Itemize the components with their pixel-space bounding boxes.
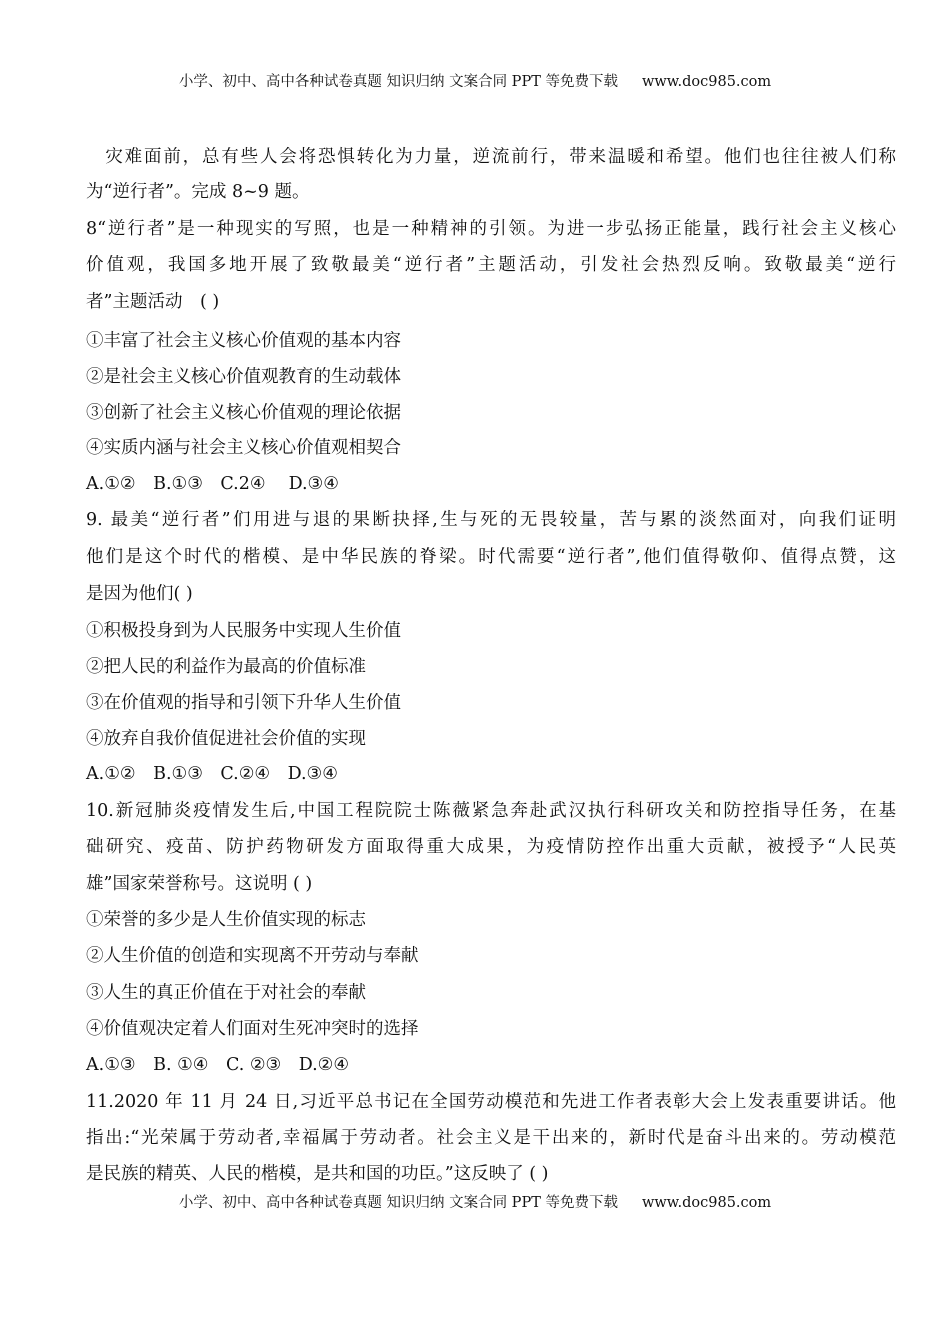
option-statement: ④实质内涵与社会主义核心价值观相契合	[86, 438, 401, 458]
option-statement: ②把人民的利益作为最高的价值标准	[86, 657, 366, 677]
option-statement: ②人生价值的创造和实现离不开劳动与奉献	[86, 946, 419, 966]
text-line: 是民族的精英、人民的楷模，是共和国的功臣。”这反映了 ( )	[86, 1164, 549, 1184]
answer-choices: A.①② B.①③ C.2④ D.③④	[86, 474, 339, 494]
header-text: 小学、初中、高中各种试卷真题 知识归纳 文案合同 PPT 等免费下载	[178, 74, 618, 90]
option-statement: ①荣誉的多少是人生价值实现的标志	[86, 910, 366, 930]
header-url: www.doc985.com	[641, 74, 772, 90]
option-statement: ②是社会主义核心价值观教育的生动载体	[86, 367, 401, 387]
answer-choices: A.①② B.①③ C.②④ D.③④	[86, 764, 338, 784]
question-11: 11.2020 年 11 月 24 日,习近平总书记在全国劳动模范和先进工作者表彰大会上发表重要讲话。他	[86, 1092, 896, 1112]
text-line: 为“逆行者”。完成 8~9 题。	[86, 182, 310, 202]
text-line: 价值观，我国多地开展了致敬最美“逆行者”主题活动，引发社会热烈反响。致敬最美“逆行	[86, 255, 896, 275]
option-statement: ③人生的真正价值在于对社会的奉献	[86, 983, 366, 1003]
question-9: 9. 最美“逆行者”们用进与退的果断抉择,生与死的无畏较量，苦与累的淡然面对，向我们证明	[86, 510, 896, 530]
option-statement: ④价值观决定着人们面对生死冲突时的选择	[86, 1019, 419, 1039]
option-statement: ③在价值观的指导和引领下升华人生价值	[86, 693, 401, 713]
question-8: 8“逆行者”是一种现实的写照，也是一种精神的引领。为进一步弘扬正能量，践行社会主义核心	[86, 219, 896, 239]
option-statement: ①丰富了社会主义核心价值观的基本内容	[86, 331, 401, 351]
footer-text: 小学、初中、高中各种试卷真题 知识归纳 文案合同 PPT 等免费下载	[178, 1195, 618, 1211]
option-statement: ④放弃自我价值促进社会价值的实现	[86, 729, 366, 749]
option-statement: ③创新了社会主义核心价值观的理论依据	[86, 403, 401, 423]
text-line: 他们是这个时代的楷模、是中华民族的脊梁。时代需要“逆行者”,他们值得敬仰、值得点赞，这	[86, 547, 896, 567]
text-line: 者”主题活动 ( )	[86, 292, 220, 312]
text-line: 指出:“光荣属于劳动者,幸福属于劳动者。社会主义是干出来的，新时代是奋斗出来的。劳动模范	[86, 1128, 896, 1148]
footer-url: www.doc985.com	[641, 1195, 772, 1211]
page-header	[0, 70, 950, 91]
page-footer	[0, 1191, 950, 1212]
intro-paragraph: 灾难面前，总有些人会将恐惧转化为力量，逆流前行，带来温暖和希望。他们也往往被人们称	[86, 147, 896, 167]
text-line: 是因为他们( )	[86, 584, 193, 604]
text-line: 雄”国家荣誉称号。这说明 ( )	[86, 874, 313, 894]
text-line: 础研究、疫苗、防护药物研发方面取得重大成果，为疫情防控作出重大贡献，被授予“人民英	[86, 837, 896, 857]
answer-choices: A.①③ B. ①④ C. ②③ D.②④	[86, 1055, 350, 1075]
option-statement: ①积极投身到为人民服务中实现人生价值	[86, 621, 401, 641]
question-10: 10.新冠肺炎疫情发生后,中国工程院院士陈薇紧急奔赴武汉执行科研攻关和防控指导任务，在基	[86, 801, 896, 821]
